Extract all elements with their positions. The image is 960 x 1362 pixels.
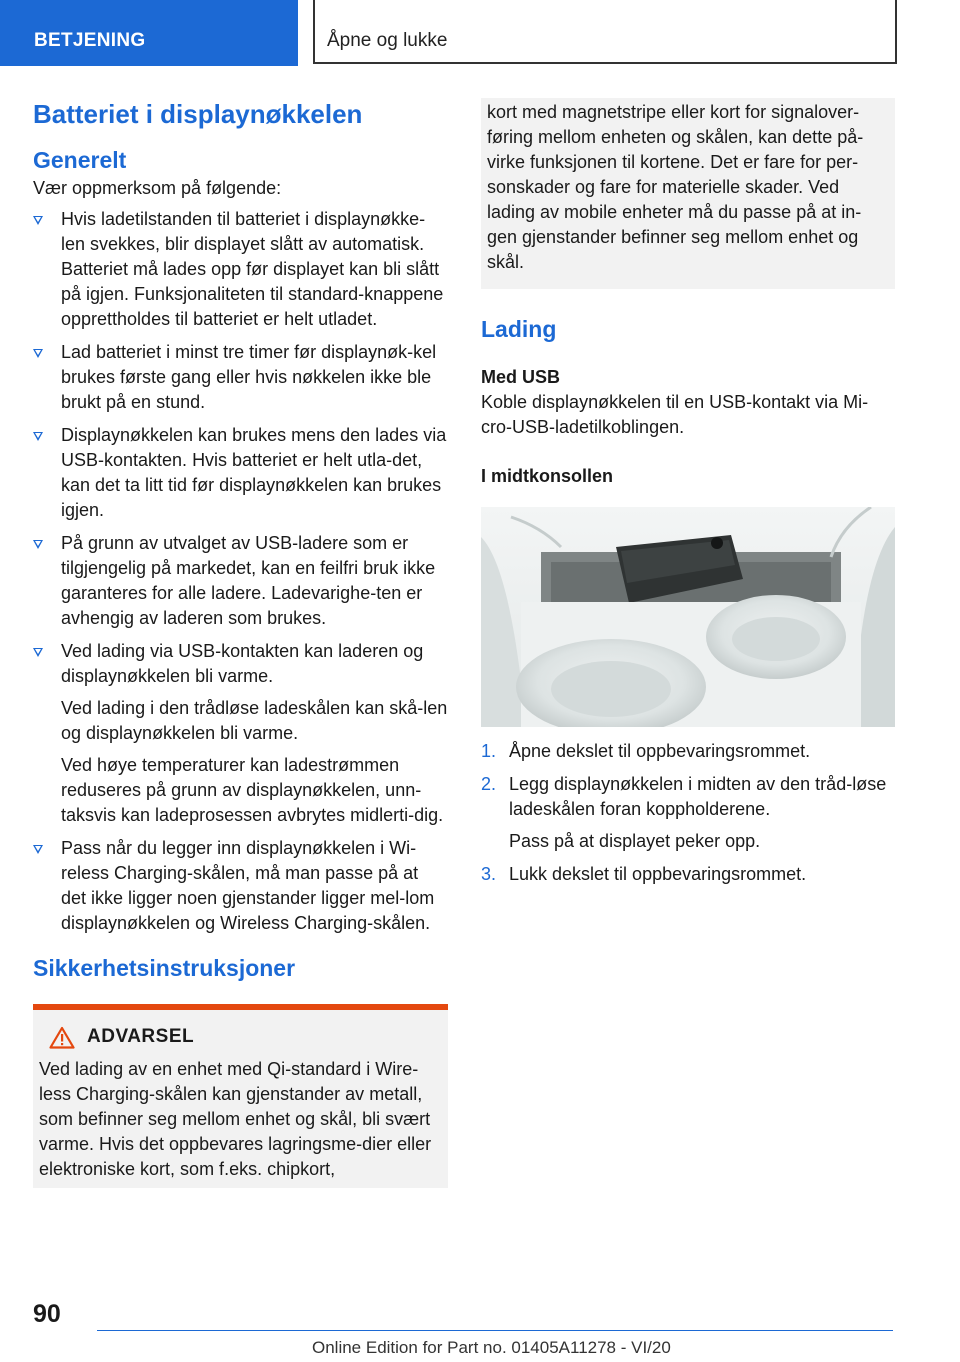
list-item bbox=[33, 531, 448, 631]
heading-safety: Sikkerhetsinstruksjoner bbox=[33, 954, 296, 981]
bullet-triangle-icon bbox=[33, 845, 43, 854]
list-item-text: Hvis ladetilstanden til batteriet i displaynøkke-len svekkes, blir displayet slått av automatisk. Batteriet må lades opp før displayet kan bli slått på igjen. Funksjonaliteten til standard-knappene opprettholdes til batteriet er helt utladet. bbox=[61, 208, 444, 329]
step-text: Åpne dekslet til oppbevaringsrommet. bbox=[509, 740, 811, 761]
section-tab bbox=[0, 0, 298, 66]
step-number: 2. bbox=[481, 773, 497, 794]
usb-label: Med USB bbox=[481, 366, 561, 387]
step-text: Lukk dekslet til oppbevaringsrommet. bbox=[509, 863, 807, 884]
step-number: 1. bbox=[481, 740, 497, 761]
step-number: 3. bbox=[481, 863, 497, 884]
warning-title: ADVARSEL bbox=[87, 1026, 195, 1048]
step-text: Legg displaynøkkelen i midten av den tråd-løse ladeskålen foran koppholderene. bbox=[509, 773, 887, 819]
list-item-text: Pass når du legger inn displaynøkkelen i Wi-reless Charging-skålen, må man passe på at det ikke ligger noen gjenstander ligger mel-lom displaynøkkelen og Wireless Charging-skålen. bbox=[61, 837, 435, 933]
page-title: Batteriet i displaynøkkelen bbox=[33, 99, 363, 129]
list-item-text: Displaynøkkelen kan brukes mens den lades via USB-kontakten. Hvis batteriet er helt utla-det, kan det ta litt tid før displaynøkkelen kan brukes igjen. bbox=[61, 424, 447, 520]
warning-header bbox=[49, 1026, 442, 1049]
usb-text: Koble displaynøkkelen til en USB-kontakt via Mi-cro-USB-ladetilkoblingen. bbox=[481, 391, 869, 437]
page-number: 90 bbox=[33, 1300, 61, 1328]
bullet-triangle-icon bbox=[33, 432, 43, 441]
topic-label: Åpne og lukke bbox=[327, 30, 448, 51]
list-item-text: På grunn av utvalget av USB-ladere som er tilgjengelig på markedet, kan en feilfri bruk ikke garanteres for alle ladere. Ladevarighe-ten er avhengig av laderen som brukes. bbox=[61, 532, 436, 628]
list-item bbox=[33, 423, 448, 523]
section-label: BETJENING bbox=[34, 30, 146, 51]
right-column bbox=[481, 98, 895, 895]
list-item-subparagraph: Ved lading i den trådløse ladeskålen kan skå-len og displaynøkkelen bli varme. bbox=[61, 697, 448, 743]
step-item bbox=[481, 862, 895, 887]
warning-text: Ved lading av en enhet med Qi-standard i Wire-less Charging-skålen kan gjenstander av metall, som befinner seg mellom enhet og skål, bli svært varme. Hvis det oppbevares lagringsme-dier eller elektroniske kort, som f.eks. chipkort, bbox=[39, 1058, 432, 1179]
center-console-photo bbox=[481, 507, 895, 727]
list-item bbox=[33, 340, 448, 415]
step-note: Pass på at displayet peker opp. bbox=[509, 830, 761, 851]
console-label: I midtkonsollen bbox=[481, 465, 614, 486]
step-item bbox=[481, 772, 895, 854]
warning-triangle-icon bbox=[49, 1026, 75, 1049]
general-list bbox=[33, 207, 448, 936]
left-column bbox=[33, 98, 448, 1188]
bullet-triangle-icon bbox=[33, 216, 43, 225]
heading-charging: Lading bbox=[481, 316, 557, 342]
step-list bbox=[481, 739, 895, 887]
list-item bbox=[33, 639, 448, 828]
page-header bbox=[0, 0, 960, 66]
list-item-text: Lad batteriet i minst tre timer før displaynøk-kel brukes første gang eller hvis nøkkelen ikke ble brukt på en stund. bbox=[61, 341, 437, 412]
warning-box bbox=[33, 1004, 448, 1188]
warning-continuation: kort med magnetstripe eller kort for signalover-føring mellom enheten og skålen, kan dette på-virke funksjonen til kortene. Det er fare for per-sonskader og fare for materielle skader. Ved lading av mobile enheter må du passe på at in-gen gjenstander befinner seg mellom enhet og skål. bbox=[481, 98, 895, 289]
list-item bbox=[33, 836, 448, 936]
step-item bbox=[481, 739, 895, 764]
heading-general: Generelt bbox=[33, 146, 127, 173]
footer-edition: Online Edition for Part no. 01405A11278 - VI/20 bbox=[312, 1338, 671, 1357]
list-item bbox=[33, 207, 448, 332]
bullet-triangle-icon bbox=[33, 349, 43, 358]
footer-divider bbox=[97, 1330, 893, 1331]
list-item-subparagraph: Ved høye temperaturer kan ladestrømmen reduseres på grunn av displaynøkkelen, unn-taksvis kan ladeprosessen avbrytes midlerti-dig. bbox=[61, 754, 444, 825]
topic-tab bbox=[313, 0, 897, 64]
list-item-text: Ved lading via USB-kontakten kan laderen og displaynøkkelen bli varme. bbox=[61, 640, 424, 686]
general-intro: Vær oppmerksom på følgende: bbox=[33, 177, 282, 198]
bullet-triangle-icon bbox=[33, 648, 43, 657]
bullet-triangle-icon bbox=[33, 540, 43, 549]
